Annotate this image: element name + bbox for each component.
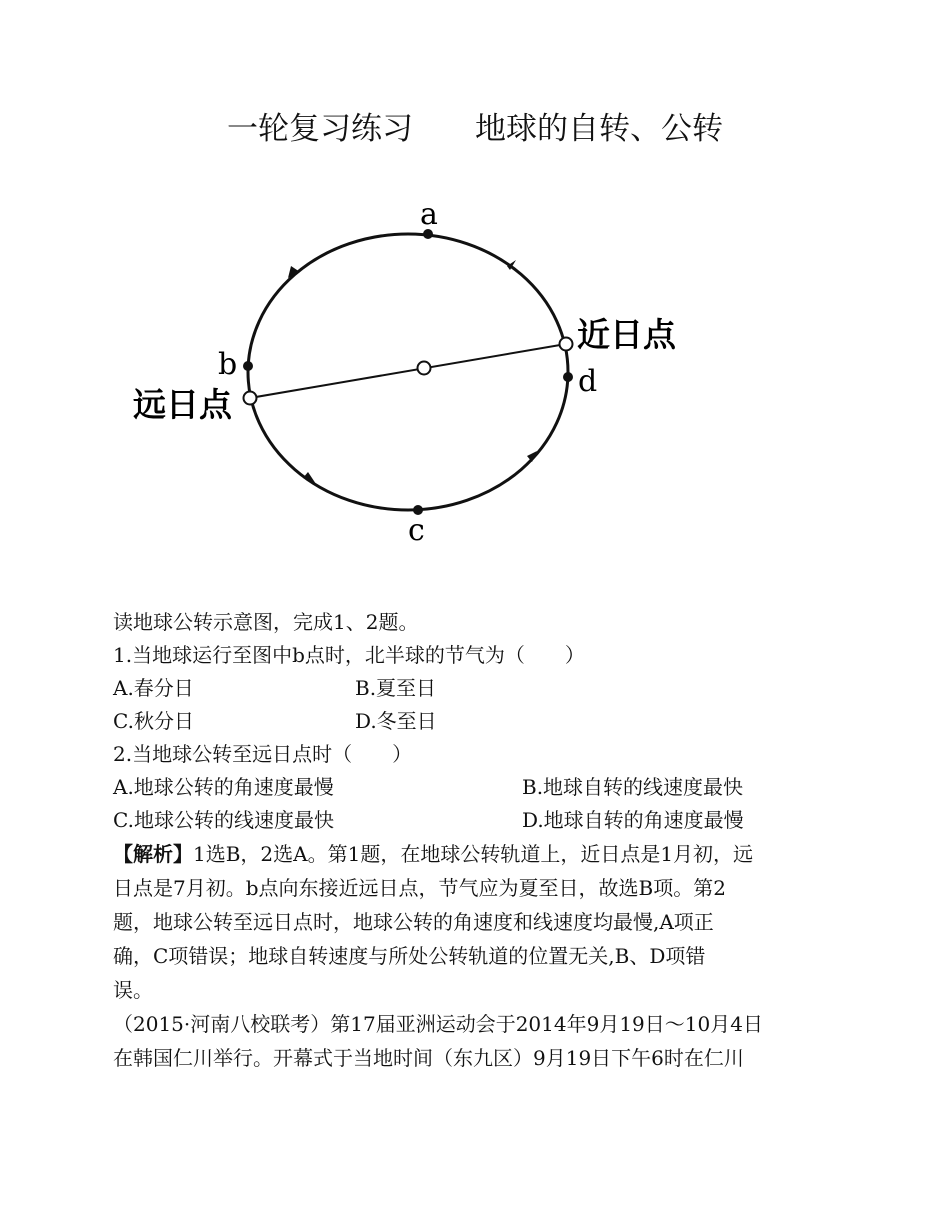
q2-option-d: D.地球自转的角速度最慢 <box>522 808 744 832</box>
next-question-line: 在韩国仁川举行。开幕式于当地时间（东九区）9月19日下午6时在仁川 <box>113 1046 744 1070</box>
q1-options-row1 <box>113 672 873 705</box>
q2-option-a: A.地球公转的角速度最慢 <box>113 775 334 799</box>
label-c: c <box>408 513 425 548</box>
next-question-paragraph <box>113 1007 873 1075</box>
sun-point <box>418 362 431 375</box>
q2-options-row2 <box>113 804 873 837</box>
q1-options-row2 <box>113 705 873 738</box>
q1-option-a: A.春分日 <box>113 676 194 700</box>
next-question-line: （2015·河南八校联考）第17届亚洲运动会于2014年9月19日～10月4日 <box>113 1012 763 1036</box>
analysis-line: 日点是7月初。b点向东接近远日点，节气应为夏至日，故选B项。第2 <box>113 876 726 900</box>
point-b-dot <box>243 361 253 371</box>
q1-option-b: B.夏至日 <box>355 676 437 700</box>
label-b: b <box>218 347 238 382</box>
label-a: a <box>420 197 438 232</box>
q1-option-c: C.秋分日 <box>113 709 194 733</box>
orbit-diagram <box>120 190 700 560</box>
q2-option-b: B.地球自转的线速度最快 <box>522 775 744 799</box>
aphelion-point <box>244 392 257 405</box>
page-title <box>0 103 950 148</box>
analysis-line-text: 1选B，2选A。第1题，在地球公转轨道上，近日点是1月初，远 <box>193 842 754 866</box>
title-right: 地球的自转、公转 <box>475 111 723 147</box>
analysis-line: 确，C项错误；地球自转速度与所处公转轨道的位置无关,B、D项错 <box>113 944 706 968</box>
q2-stem: 2.当地球公转至远日点时（ ） <box>113 742 413 766</box>
q2-options-row1 <box>113 771 873 804</box>
label-aphelion: 远日点 <box>133 385 232 424</box>
analysis-tag: 【解析】 <box>113 842 193 866</box>
analysis-line: 误。 <box>113 978 153 1002</box>
analysis-line: 题，地球公转至远日点时，地球公转的角速度和线速度均最慢,A项正 <box>113 910 714 934</box>
intro-line: 读地球公转示意图，完成1、2题。 <box>113 610 419 634</box>
label-perihelion: 近日点 <box>577 315 676 354</box>
label-d: d <box>578 364 598 399</box>
point-d-dot <box>563 372 573 382</box>
perihelion-point <box>560 338 573 351</box>
major-axis-line <box>250 344 566 398</box>
question-text <box>113 606 873 1075</box>
analysis-line <box>113 837 873 871</box>
q1-stem: 1.当地球运行至图中b点时，北半球的节气为（ ） <box>113 643 585 667</box>
q1-option-d: D.冬至日 <box>355 709 437 733</box>
q2-option-c: C.地球公转的线速度最快 <box>113 808 334 832</box>
title-left: 一轮复习练习 <box>227 111 413 147</box>
analysis-paragraph <box>113 837 873 1007</box>
